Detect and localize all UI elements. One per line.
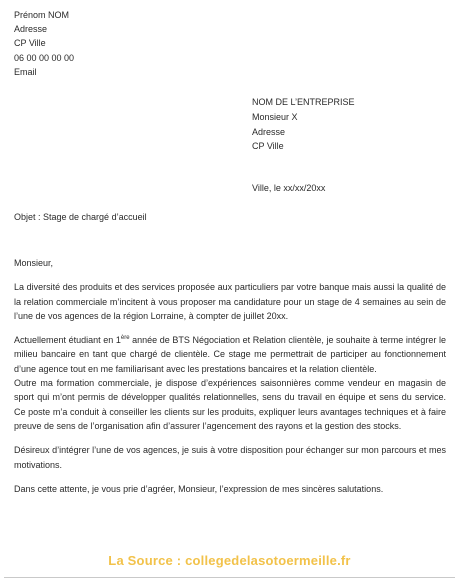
recipient-company: NOM DE L’ENTREPRISE <box>252 97 355 107</box>
sender-city: CP Ville <box>14 38 46 49</box>
recipient-address: Adresse <box>252 126 286 137</box>
date-line: Ville, le xx/xx/20xx <box>252 183 326 193</box>
studies-text-end: année de BTS Négociation et Relation clientèle, je souhaite à terme intégrer le milieu bancaire en tant que chargé de clientèle. Ce stage me permettrait de participer au fonctionnement d’une agence tout en me familiarisant avec les prestations bancaires et la relation clientèle. <box>14 335 446 374</box>
paragraph-availability: Désireux d’intégrer l’une de vos agences, je suis à votre disposition pour échanger sur mon parcours et mes motivations. <box>14 445 446 470</box>
sender-address: Adresse <box>14 24 48 35</box>
recipient-block <box>252 95 355 154</box>
paragraph-studies <box>14 333 446 376</box>
recipient-contact: Monsieur X <box>252 111 298 122</box>
bottom-divider <box>4 577 455 578</box>
salutation: Monsieur, <box>14 258 54 268</box>
recipient-city: CP Ville <box>252 141 284 152</box>
sender-email: Email <box>14 66 37 77</box>
paragraph-closing: Dans cette attente, je vous prie d’agréer, Monsieur, l’expression de mes sincères salutations. <box>14 483 384 494</box>
paragraph-motivation: La diversité des produits et des services proposée aux particuliers par votre banque mais aussi la qualité de la relation commerciale m’incitent à vous proposer ma candidature pour un stage de 4 semaines au sein de l’une de vos agences de la région Lorraine, à compter de juillet 20xx. <box>14 282 446 321</box>
paragraph-experience: Outre ma formation commerciale, je dispose d’expériences saisonnières comme vendeur en magasin de sport qui m’ont permis de développer qualités relationnelles, sens du travail en équipe et sens du service. Ce poste m’a conduit à conseiller les clients sur les produits, expliquer leurs avantages techniques et à faire preuve de sens de l’organisation afin d’assurer l’agencement des rayons et la gestion des stocks. <box>14 378 446 431</box>
sender-phone: 06 00 00 00 00 <box>14 52 75 63</box>
studies-text-start: Actuellement étudiant en 1 <box>14 335 121 346</box>
letter-body <box>14 256 446 506</box>
ordinal-superscript: ère <box>120 335 130 342</box>
subject-line: Objet : Stage de chargé d’accueil <box>14 212 147 222</box>
sender-name: Prénom NOM <box>14 10 70 20</box>
sender-block <box>14 8 74 79</box>
source-watermark: La Source : collegedelasotoermeille.fr <box>108 553 351 568</box>
